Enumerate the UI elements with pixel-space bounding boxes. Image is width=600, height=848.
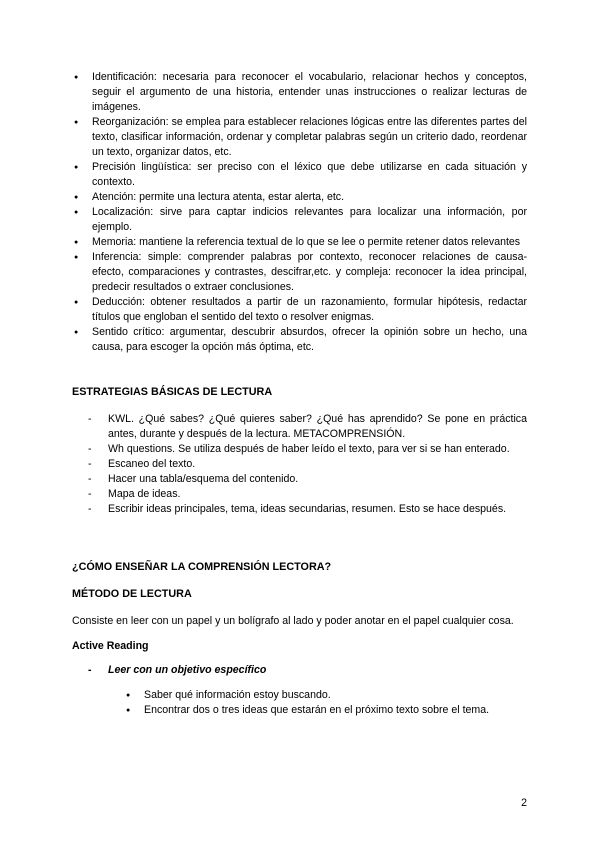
skill-precision: ● Precisión lingüística: ser preciso con el léxico que debe utilizarse en cada situación y contexto. (72, 160, 527, 190)
strategy-item: - KWL. ¿Qué sabes? ¿Qué quieres saber? ¿Qué has aprendido? Se pone en práctica antes, durante y después de la lectura. METACOMPRENSIÓN. (88, 412, 527, 442)
skill-localizacion: ● Localización: sirve para captar indicios relevantes para localizar una información, por ejemplo. (72, 205, 527, 235)
active-reading-points (72, 688, 527, 718)
method-heading: MÉTODO DE LECTURA (72, 588, 192, 600)
strategy-item: - Escaneo del texto. (88, 457, 527, 472)
strategies-heading: ESTRATEGIAS BÁSICAS DE LECTURA (72, 386, 273, 398)
skill-identificacion: ● Identificación: necesaria para reconocer el vocabulario, relacionar hechos y conceptos, seguir el argumento de una historia, entender unas instrucciones o realizar lecturas de imágenes. (72, 70, 527, 115)
strategy-item: - Mapa de ideas. (88, 487, 527, 502)
skill-reorganizacion: ● Reorganización: se emplea para establecer relaciones lógicas entre las diferentes partes del texto, clasificar información, ordenar y completar palabras según un criterio dado, reordenar un texto, organizar datos, etc. (72, 115, 527, 160)
strategies-list (72, 412, 527, 517)
method-paragraph: Consiste en leer con un papel y un bolígrafo al lado y poder anotar en el papel cualquier cosa. (72, 615, 514, 627)
skills-list (72, 70, 527, 355)
strategy-item: - Hacer una tabla/esquema del contenido. (88, 472, 527, 487)
page-content (72, 70, 527, 718)
skill-memoria: ● Memoria: mantiene la referencia textual de lo que se lee o permite retener datos relevantes (72, 235, 527, 250)
active-reading-subitem (72, 663, 527, 678)
strategy-item: - Escribir ideas principales, tema, ideas secundarias, resumen. Esto se hace después. (88, 502, 527, 517)
skill-deduccion: ● Deducción: obtener resultados a partir de un razonamiento, formular hipótesis, redactar títulos que engloban el sentido del texto o resolver enigmas. (72, 295, 527, 325)
how-to-teach-heading: ¿CÓMO ENSEÑAR LA COMPRENSIÓN LECTORA? (72, 561, 332, 573)
active-reading-subitem-label: Leer con un objetivo específico (108, 664, 267, 676)
active-reading-point: ● Saber qué información estoy buscando. (126, 688, 527, 703)
strategy-item: - Wh questions. Se utiliza después de haber leído el texto, para ver si se han enterado. (88, 442, 527, 457)
skill-inferencia: ● Inferencia: simple: comprender palabras por contexto, reconocer relaciones de causa-efecto, comparaciones y contrastes, descifrar,etc. y compleja: reconocer la idea principal, predecir resultados o extraer conclusiones. (72, 250, 527, 295)
skill-sentido-critico: ● Sentido crítico: argumentar, descubrir absurdos, ofrecer la opinión sobre un hecho, una causa, para escoger la opción más óptima, etc. (72, 325, 527, 355)
skill-atencion: ● Atención: permite una lectura atenta, estar alerta, etc. (72, 190, 527, 205)
dash-marker: - (88, 664, 92, 676)
page-number: 2 (521, 797, 527, 809)
active-reading-heading: Active Reading (72, 640, 149, 652)
active-reading-point: ● Encontrar dos o tres ideas que estarán en el próximo texto sobre el tema. (126, 703, 527, 718)
